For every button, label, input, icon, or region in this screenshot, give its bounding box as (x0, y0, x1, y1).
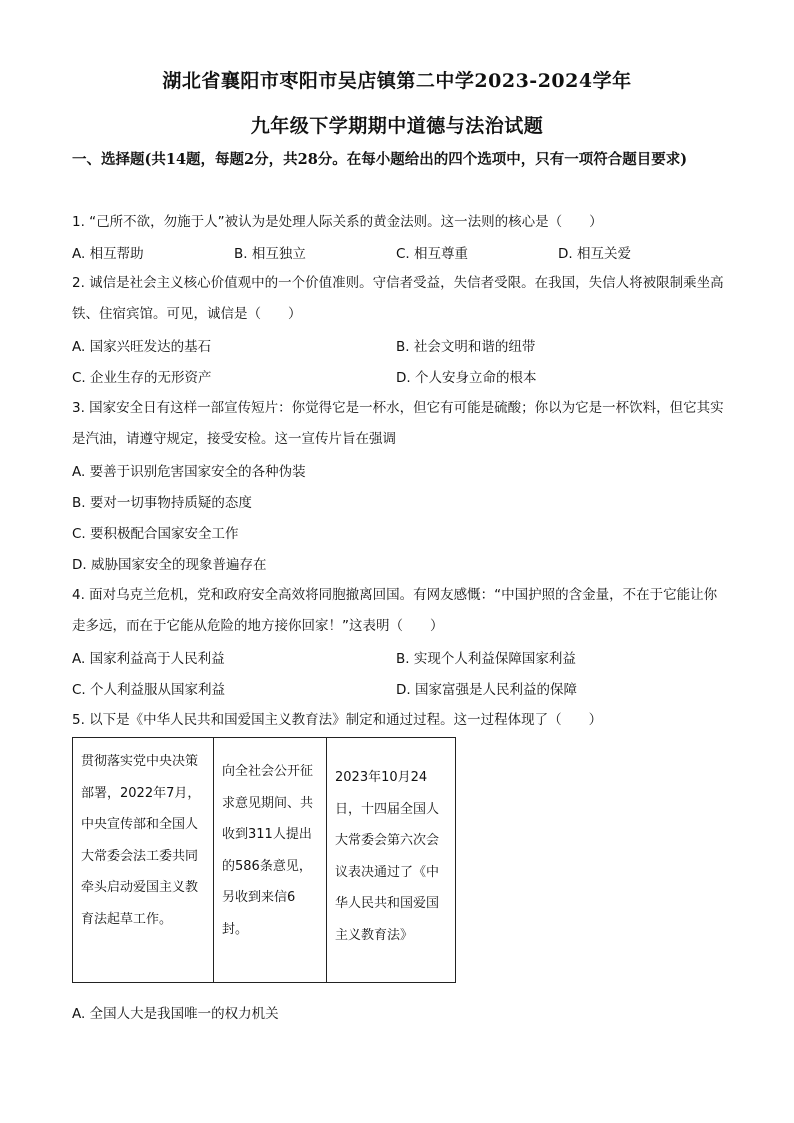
q3-option-c: C. 要积极配合国家安全工作 (72, 526, 239, 542)
q2-option-b: B. 社会文明和谐的纽带 (396, 339, 536, 355)
q1-option-c: C. 相互尊重 (396, 246, 469, 262)
q4-option-b: B. 实现个人利益保障国家利益 (396, 651, 576, 667)
question-2-stem: 2. 诚信是社会主义核心价值观中的一个价值准则。守信者受益，失信者受限。在我国，失信人将被限制乘坐高铁、住宿宾馆。可见，诚信是（ ） (72, 275, 724, 322)
q2-option-d: D. 个人安身立命的根本 (396, 370, 537, 386)
q1-option-a: A. 相互帮助 (72, 246, 144, 262)
question-4-stem: 4. 面对乌克兰危机，党和政府安全高效将同胞撤离回国。有网友感慨：“中国护照的含金量，不在于它能让你走多远，而在于它能从危险的地方接你回家！”这表明（ ） (72, 587, 718, 634)
table-cell-consultation: 向全社会公开征求意见期间、共收到311人提出的586条意见，另收到来信6封。 (214, 738, 327, 983)
q4-option-d: D. 国家富强是人民利益的保障 (396, 682, 577, 698)
q1-option-b: B. 相互独立 (234, 246, 306, 262)
q5-option-a: A. 全国人大是我国唯一的权力机关 (72, 1006, 279, 1022)
q4-option-a: A. 国家利益高于人民利益 (72, 651, 225, 667)
question-1-stem: 1. “己所不欲，勿施于人”被认为是处理人际关系的黄金法则。这一法则的核心是（ ） (72, 214, 603, 230)
process-table (72, 737, 456, 983)
table-row (73, 738, 456, 983)
title-line-1: 湖北省襄阳市枣阳市吴店镇第二中学2023-2024学年 (162, 70, 632, 92)
title-line-2: 九年级下学期期中道德与法治试题 (250, 115, 544, 137)
q3-option-b: B. 要对一切事物持质疑的态度 (72, 495, 252, 511)
q1-option-d: D. 相互关爱 (558, 246, 631, 262)
table-cell-drafting: 贯彻落实党中央决策部署，2022年7月，中央宣传部和全国人大常委会法工委共同牵头启动爱国主义教育法起草工作。 (73, 738, 214, 983)
q2-option-c: C. 企业生存的无形资产 (72, 370, 212, 386)
question-3-stem: 3. 国家安全日有这样一部宣传短片：你觉得它是一杯水，但它有可能是硫酸；你以为它是一杯饮料，但它其实是汽油，请遵守规定，接受安检。这一宣传片旨在强调 (72, 400, 724, 447)
question-5-stem: 5. 以下是《中华人民共和国爱国主义教育法》制定和通过过程。这一过程体现了（ ） (72, 712, 603, 728)
section-heading: 一、选择题(共14题，每题2分，共28分。在每小题给出的四个选项中，只有一项符合题目要求) (72, 151, 688, 168)
q4-option-c: C. 个人利益服从国家利益 (72, 682, 226, 698)
q2-option-a: A. 国家兴旺发达的基石 (72, 339, 212, 355)
q3-option-d: D. 威胁国家安全的现象普遍存在 (72, 557, 267, 573)
q3-option-a: A. 要善于识别危害国家安全的各种伪装 (72, 464, 306, 480)
table-cell-adoption: 2023年10月24日，十四届全国人大常委会第六次会议表决通过了《中华人民共和国爱国主义教育法》 (327, 738, 456, 983)
